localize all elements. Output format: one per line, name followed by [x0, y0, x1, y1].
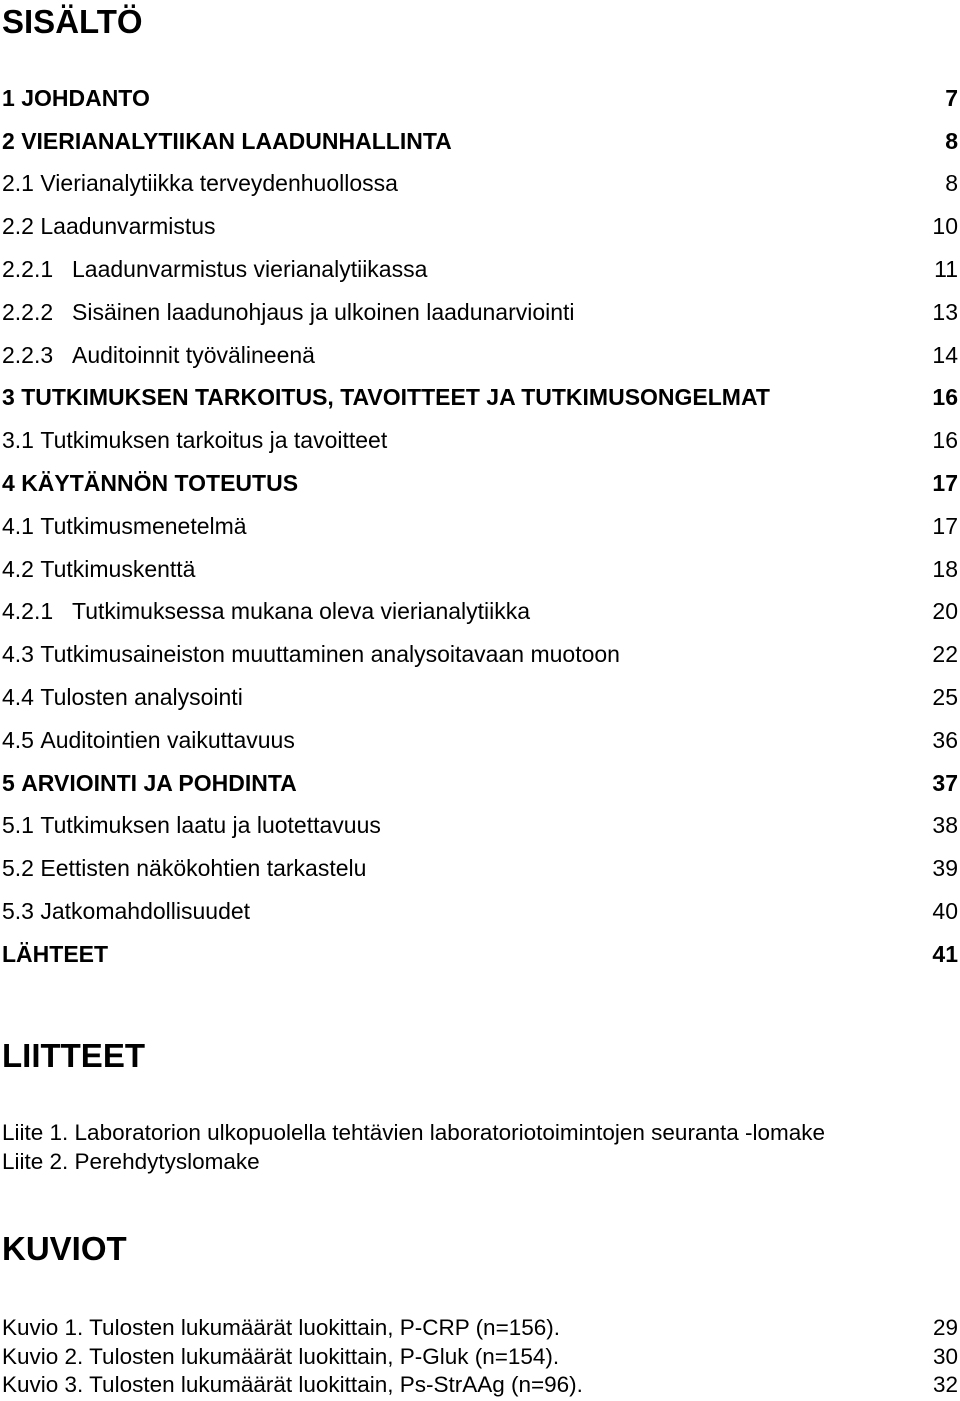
toc-entry-title: Sisäinen laadunohjaus ja ulkoinen laadunarviointi	[72, 298, 575, 325]
toc-entry-page: 39	[932, 855, 958, 882]
toc-entry-title: JOHDANTO	[21, 84, 150, 111]
toc-entry-number: 4.3	[2, 641, 34, 668]
toc-entry-label	[2, 684, 243, 711]
toc-entry-number: 1	[2, 84, 15, 111]
toc-entry-page: 38	[932, 812, 958, 839]
toc-entry-label	[2, 513, 247, 540]
toc-entry-page: 16	[932, 384, 958, 411]
toc-entry[interactable]	[2, 633, 958, 676]
figure-entry[interactable]	[2, 1314, 958, 1343]
appendix-entry[interactable]	[2, 1148, 958, 1177]
appendix-entry-title: Liite 2. Perehdytyslomake	[2, 1148, 260, 1174]
toc-entry[interactable]	[2, 462, 958, 505]
table-of-contents	[2, 77, 958, 976]
figure-entry-page: 29	[932, 1315, 958, 1340]
toc-entry-number: 2.2.1	[2, 256, 54, 283]
toc-entry-number: 4.4	[2, 684, 34, 711]
toc-entry-label	[2, 256, 427, 283]
toc-entry-title: Tulosten analysointi	[40, 684, 243, 711]
toc-entry[interactable]	[2, 505, 958, 548]
toc-entry-number: 3.1	[2, 427, 34, 454]
figure-entry-title: Kuvio 1. Tulosten lukumäärät luokittain, P-CRP (n=156).	[2, 1315, 560, 1340]
toc-entry-title: ARVIOINTI JA POHDINTA	[21, 769, 297, 796]
toc-entry-page: 14	[932, 341, 958, 368]
figure-entry[interactable]	[2, 1371, 958, 1400]
toc-entry[interactable]	[2, 847, 958, 890]
toc-entry-title: Tutkimuksen laatu ja luotettavuus	[40, 812, 381, 839]
toc-entry-label	[2, 128, 452, 155]
toc-entry-label	[2, 556, 195, 583]
toc-entry-number: 5.2	[2, 855, 34, 882]
toc-entry-page: 40	[932, 898, 958, 925]
toc-entry[interactable]	[2, 419, 958, 462]
toc-entry-number: 2.2	[2, 213, 34, 240]
figure-entry-page: 32	[932, 1372, 958, 1397]
toc-entry-label	[2, 384, 770, 411]
toc-entry[interactable]	[2, 676, 958, 719]
toc-entry-page: 13	[932, 298, 958, 325]
toc-entry-page: 17	[932, 470, 958, 497]
toc-entry-label	[2, 427, 387, 454]
toc-entry[interactable]	[2, 120, 958, 163]
toc-entry-page: 36	[932, 726, 958, 753]
contents-heading: SISÄLTÖ	[2, 3, 143, 40]
toc-entry-page: 11	[934, 256, 958, 283]
toc-entry[interactable]	[2, 805, 958, 848]
toc-entry-page: 16	[932, 427, 958, 454]
toc-entry-title: VIERIANALYTIIKAN LAADUNHALLINTA	[21, 127, 452, 154]
toc-entry-number: 4.1	[2, 512, 34, 539]
appendices-list	[2, 1119, 958, 1176]
toc-entry[interactable]	[2, 205, 958, 248]
toc-entry-title: Auditointien vaikuttavuus	[40, 726, 295, 753]
toc-entry-number: 2.2.2	[2, 298, 54, 325]
toc-entry[interactable]	[2, 591, 958, 634]
figure-entry-title: Kuvio 3. Tulosten lukumäärät luokittain, Ps-StrAAg (n=96).	[2, 1372, 583, 1397]
toc-entry-title: Eettisten näkökohtien tarkastelu	[40, 855, 367, 882]
toc-entry-title: Tutkimuksen tarkoitus ja tavoitteet	[40, 427, 388, 454]
toc-entry[interactable]	[2, 762, 958, 805]
toc-entry-number: 4.2.1	[2, 598, 54, 625]
toc-entry-title: KÄYTÄNNÖN TOTEUTUS	[21, 470, 299, 497]
toc-entry-page: 8	[945, 170, 958, 197]
toc-entry-page: 22	[932, 641, 958, 668]
toc-entry-title: TUTKIMUKSEN TARKOITUS, TAVOITTEET JA TUTKIMUSONGELMAT	[21, 384, 770, 411]
toc-entry-label	[2, 85, 150, 112]
toc-entry[interactable]	[2, 719, 958, 762]
toc-entry-title: Tutkimusaineiston muuttaminen analysoitavaan muotoon	[40, 641, 620, 668]
figure-entry-title: Kuvio 2. Tulosten lukumäärät luokittain, P-Gluk (n=154).	[2, 1343, 560, 1369]
toc-entry-page: 8	[945, 127, 958, 154]
toc-entry-number: 2.1	[2, 170, 34, 197]
toc-entry-number: 2	[2, 127, 15, 154]
toc-entry-label	[2, 941, 108, 968]
toc-entry-page: 20	[932, 598, 958, 625]
toc-entry[interactable]	[2, 248, 958, 291]
toc-entry[interactable]	[2, 291, 958, 334]
toc-entry-page: 10	[932, 213, 958, 240]
toc-entry-page: 17	[932, 512, 958, 539]
toc-entry-label	[2, 770, 297, 797]
toc-entry-title: Laadunvarmistus	[40, 213, 216, 240]
figures-heading: KUVIOT	[2, 1230, 127, 1267]
toc-entry-label	[2, 727, 295, 754]
toc-entry[interactable]	[2, 890, 958, 933]
toc-entry-title: Laadunvarmistus vierianalytiikassa	[72, 256, 428, 283]
toc-entry-number: 4.2	[2, 555, 34, 582]
toc-entry[interactable]	[2, 163, 958, 206]
toc-entry-number: 5	[2, 769, 15, 796]
toc-entry-page: 41	[932, 940, 958, 967]
toc-entry-title: LÄHTEET	[2, 940, 109, 967]
appendices-heading: LIITTEET	[2, 1037, 145, 1074]
toc-entry-title: Jatkomahdollisuudet	[40, 898, 251, 925]
toc-entry-title: Tutkimuskenttä	[40, 555, 196, 582]
toc-entry-number: 2.2.3	[2, 341, 54, 368]
toc-entry[interactable]	[2, 377, 958, 420]
figures-list	[2, 1314, 958, 1400]
toc-entry[interactable]	[2, 334, 958, 377]
toc-entry[interactable]	[2, 933, 958, 976]
toc-entry-number: 5.3	[2, 898, 34, 925]
toc-entry-title: Auditoinnit työvälineenä	[72, 341, 315, 368]
toc-entry-page: 18	[932, 555, 958, 582]
toc-entry-page: 7	[945, 84, 958, 111]
figure-entry[interactable]	[2, 1343, 958, 1372]
toc-entry-number: 4.5	[2, 726, 34, 753]
toc-entry-label	[2, 299, 575, 326]
toc-entry-label	[2, 170, 398, 197]
toc-entry-page: 25	[932, 684, 958, 711]
toc-entry-number: 5.1	[2, 812, 34, 839]
toc-entry-label	[2, 342, 315, 369]
toc-entry-title: Tutkimuksessa mukana oleva vierianalytiikka	[72, 598, 531, 625]
appendix-entry-title: Liite 1. Laboratorion ulkopuolella tehtävien laboratoriotoimintojen seuranta -lomake	[2, 1120, 826, 1145]
toc-entry-label	[2, 641, 620, 668]
toc-entry[interactable]	[2, 77, 958, 120]
toc-entry-label	[2, 812, 381, 839]
figure-entry-page: 30	[932, 1343, 958, 1369]
toc-entry-label	[2, 898, 250, 925]
appendix-entry[interactable]	[2, 1119, 958, 1148]
toc-entry-label	[2, 855, 366, 882]
toc-entry-number: 3	[2, 384, 15, 411]
toc-entry-page: 37	[932, 769, 958, 796]
toc-entry[interactable]	[2, 548, 958, 591]
toc-entry-number: 4	[2, 470, 15, 497]
toc-entry-title: Tutkimusmenetelmä	[40, 512, 247, 539]
toc-entry-label	[2, 470, 298, 497]
toc-entry-title: Vierianalytiikka terveydenhuollossa	[40, 170, 398, 197]
toc-entry-label	[2, 213, 216, 240]
toc-entry-label	[2, 598, 530, 625]
